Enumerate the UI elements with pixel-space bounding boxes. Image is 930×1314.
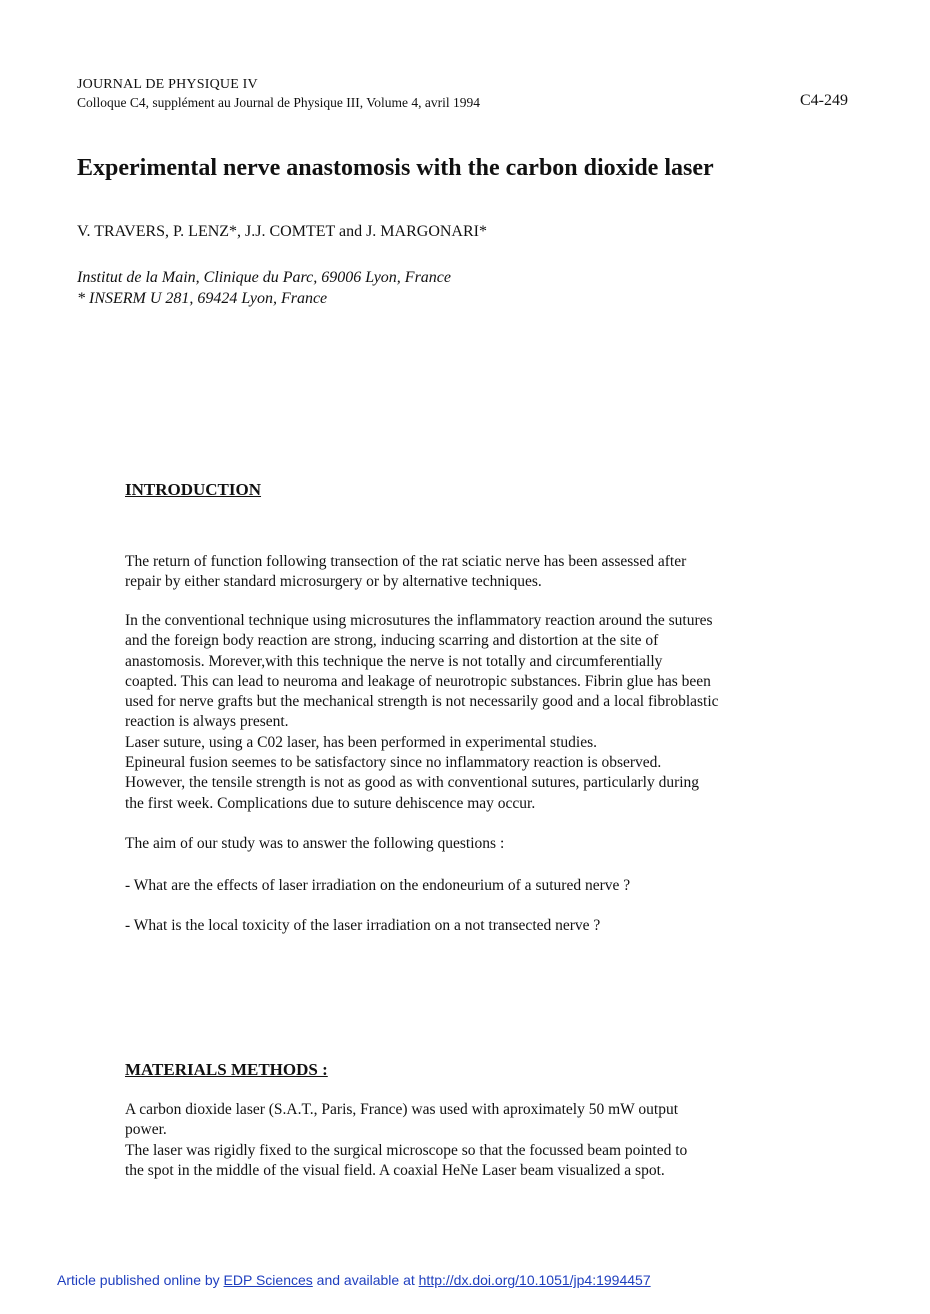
footer-prefix: Article published online by (57, 1272, 224, 1288)
author-list: V. TRAVERS, P. LENZ*, J.J. COMTET and J. MARGONARI* (77, 223, 487, 240)
text-line: and the foreign body reaction are strong, inducing scarring and distortion at the site of (125, 632, 659, 650)
text-line: - What are the effects of laser irradiation on the endoneurium of a sutured nerve ? (125, 877, 631, 894)
intro-paragraph-1 (125, 552, 825, 593)
text-line: coapted. This can lead to neuroma and leakage of neurotropic substances. Fibrin glue has been (125, 672, 711, 690)
text-line: In the conventional technique using microsutures the inflammatory reaction around the sutures (125, 612, 713, 629)
question-1 (125, 876, 825, 896)
methods-paragraph-1 (125, 1100, 825, 1181)
introduction-heading: INTRODUCTION (125, 480, 262, 499)
journal-name: JOURNAL DE PHYSIQUE IV (77, 77, 258, 92)
publisher-link[interactable]: EDP Sciences (223, 1272, 313, 1288)
text-line: power. (125, 1121, 167, 1139)
paper-title: Experimental nerve anastomosis with the carbon dioxide laser (77, 155, 714, 181)
colloque-line: Colloque C4, supplément au Journal de Physique III, Volume 4, avril 1994 (77, 95, 480, 110)
text-line: Epineural fusion seemes to be satisfactory since no inflammatory reaction is observed. (125, 754, 662, 772)
intro-paragraph-2 (125, 611, 825, 814)
page-number: C4-249 (800, 92, 848, 109)
affiliation-2: * INSERM U 281, 69424 Lyon, France (77, 290, 328, 307)
text-line: the spot in the middle of the visual field. A coaxial HeNe Laser beam visualized a spot. (125, 1161, 665, 1179)
text-line: reaction is always present. (125, 713, 289, 731)
text-line: The return of function following transection of the rat sciatic nerve has been assessed after (125, 553, 687, 570)
footer-middle: and available at (312, 1272, 419, 1288)
text-line: However, the tensile strength is not as good as with conventional sutures, particularly during (125, 774, 700, 792)
text-line: The aim of our study was to answer the following questions : (125, 835, 505, 852)
text-line: anastomosis. Morever,with this technique the nerve is not totally and circumferentially (125, 652, 663, 670)
affiliation-1: Institut de la Main, Clinique du Parc, 69006 Lyon, France (77, 269, 451, 286)
text-line: repair by either standard microsurgery or by alternative techniques. (125, 573, 542, 591)
publication-footer (57, 1272, 651, 1288)
methods-heading: MATERIALS METHODS : (125, 1060, 328, 1079)
text-line: - What is the local toxicity of the laser irradiation on a not transected nerve ? (125, 917, 601, 934)
text-line: used for nerve grafts but the mechanical strength is not necessarily good and a local fibroblastic (125, 693, 719, 711)
doi-link[interactable]: http://dx.doi.org/10.1051/jp4:1994457 (418, 1272, 651, 1288)
text-line: the first week. Complications due to suture dehiscence may occur. (125, 794, 536, 812)
intro-paragraph-3 (125, 834, 825, 854)
text-line: The laser was rigidly fixed to the surgical microscope so that the focussed beam pointed to (125, 1141, 688, 1159)
text-line: Laser suture, using a C02 laser, has been performed in experimental studies. (125, 733, 597, 751)
question-2 (125, 916, 825, 936)
text-line: A carbon dioxide laser (S.A.T., Paris, France) was used with aproximately 50 mW output (125, 1101, 679, 1118)
